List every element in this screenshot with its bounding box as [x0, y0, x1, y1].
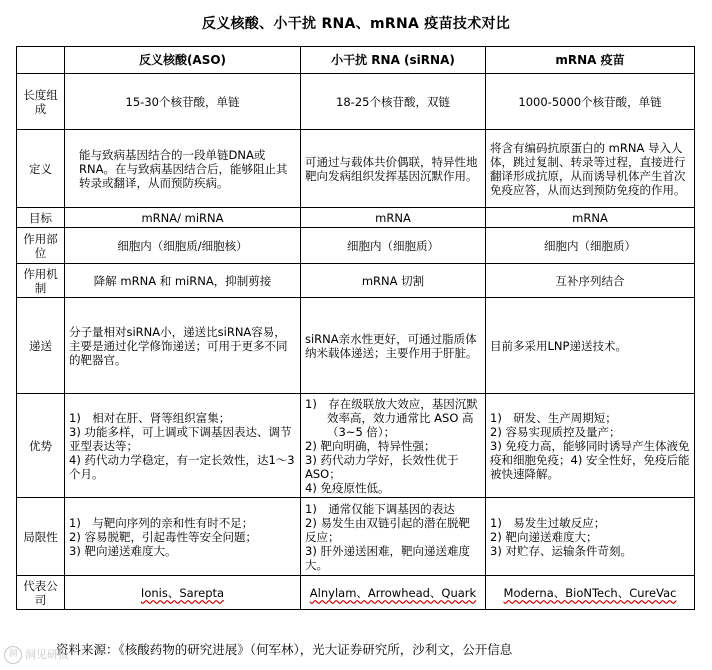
- list-item: 2) 容易脱靶，引起毒性等安全问题；: [69, 529, 257, 544]
- list-item: 3) 靶向递送难度大。: [69, 543, 177, 558]
- cell-sirna: 细胞内（细胞质）: [301, 228, 486, 264]
- cell-mrna: [486, 576, 695, 610]
- list-item: 2) 易发生由双链引起的潜在脱靶反应；: [305, 515, 470, 544]
- cell-sirna: mRNA: [301, 208, 486, 228]
- cell-aso: 细胞内（细胞质/细胞核）: [65, 228, 301, 264]
- table-row: [17, 298, 695, 394]
- list-item: 1) 通常仅能下调基因的表达: [305, 501, 455, 516]
- cell-aso: 分子量相对siRNA小，递送比siRNA容易，主要是通过化学修饰递送；可用于更多不同的靶器官。: [65, 298, 301, 394]
- header-mrna-vaccine: mRNA 疫苗: [486, 47, 695, 74]
- row-label: 作用机制: [17, 264, 65, 298]
- row-label: 递送: [17, 298, 65, 394]
- cell-sirna: [301, 576, 486, 610]
- comparison-table: [16, 46, 695, 610]
- cell-mrna: 目前多采用LNP递送技术。: [486, 298, 695, 394]
- header-corner: [17, 47, 65, 74]
- row-label: 目标: [17, 208, 65, 228]
- list-item: 3) 药代动力学好，长效性优于ASO；: [305, 452, 459, 481]
- page-title: 反义核酸、小干扰 RNA、mRNA 疫苗技术对比: [201, 16, 511, 32]
- cell-sirna: mRNA 切割: [301, 264, 486, 298]
- list-item: 1) 相对在肝、肾等组织富集；: [69, 410, 231, 425]
- table-row: [17, 74, 695, 130]
- cell-sirna: [301, 394, 486, 498]
- row-label: 局限性: [17, 498, 65, 576]
- header-row: [17, 47, 695, 74]
- table-row: [17, 576, 695, 610]
- cell-aso: 能与致病基因结合的一段单链DNA或RNA。在与致病基因结合后，能够阻止其转录或翻译，从而预防疾病。: [65, 130, 301, 208]
- watermark-text: 洞见研报: [25, 648, 69, 661]
- list-item: 1) 研发、生产周期短；: [490, 410, 617, 425]
- list-item: 4) 药代动力学稳定，有一定长效性，达1～3 个月。: [69, 452, 295, 481]
- row-label: 定义: [17, 130, 65, 208]
- cell-sirna: 18-25个核苷酸，双链: [301, 74, 486, 130]
- list-item: 2) 容易实现质控及量产；: [490, 424, 621, 439]
- cell-mrna: mRNA: [486, 208, 695, 228]
- company-list: Moderna、BioNTech、CureVac: [503, 585, 677, 600]
- cell-sirna: [301, 498, 486, 576]
- table-row: [17, 208, 695, 228]
- cell-aso: [65, 576, 301, 610]
- cell-sirna: siRNA亲水性更好，可通过脂质体纳米载体递送；主要作用于肝脏。: [301, 298, 486, 394]
- watermark: [4, 646, 69, 664]
- row-label: 长度组成: [17, 74, 65, 130]
- list-item: 2) 靶向递送难度大；: [490, 529, 598, 544]
- cell-aso: [65, 394, 301, 498]
- cell-mrna: [486, 498, 695, 576]
- cell-sirna: 可通过与载体共价偶联，特异性地靶向发病组织发挥基因沉默作用。: [301, 130, 486, 208]
- company-list: Alnylam、Arrowhead、Quark: [309, 585, 477, 600]
- list-item: 2) 靶向明确，特异性强；: [305, 438, 436, 453]
- list-item: 1) 与靶向序列的亲和性有时不足；: [69, 515, 254, 530]
- header-sirna: 小干扰 RNA (siRNA): [301, 47, 486, 74]
- table-row: [17, 498, 695, 576]
- cell-mrna: 将含有编码抗原蛋白的 mRNA 导入人体，跳过复制、转录等过程，直接进行翻译形成抗原，从而诱导机体产生首次免疫应答，从而达到预防免疫的作用。: [486, 130, 695, 208]
- cell-aso: mRNA/ miRNA: [65, 208, 301, 228]
- list-item: 4) 免疫原性低。: [305, 480, 390, 495]
- table-row: [17, 264, 695, 298]
- table-row: [17, 228, 695, 264]
- header-aso: 反义核酸(ASO): [65, 47, 301, 74]
- company-list: Ionis、Sarepta: [140, 585, 225, 600]
- cell-mrna: 互补序列结合: [486, 264, 695, 298]
- list-item: 1) 存在级联放大效应，基因沉默效率高，效力通常比 ASO 高（3~5 倍）；: [305, 396, 478, 439]
- cell-aso: 15-30个核苷酸，单链: [65, 74, 301, 130]
- list-item: 3) 对贮存、运输条件苛刻。: [490, 543, 632, 558]
- list-item: 3) 免疫力高，能够同时诱导产生体液免疫和细胞免疫；4) 安全性好，免疫后能被快速降解。: [490, 438, 690, 481]
- list-item: 3) 肝外递送困难，靶向递送难度大。: [305, 543, 470, 572]
- row-label: 优势: [17, 394, 65, 498]
- cell-aso: 降解 mRNA 和 miRNA，抑制剪接: [65, 264, 301, 298]
- list-item: 1) 易发生过敏反应；: [490, 515, 606, 530]
- cell-aso: [65, 498, 301, 576]
- table-row: [17, 394, 695, 498]
- watermark-logo-icon: 洞: [4, 646, 22, 664]
- table-row: [17, 130, 695, 208]
- list-item: 3) 功能多样，可上调或下调基因表达、调节亚型表达等；: [69, 424, 292, 453]
- row-label: 代表公司: [17, 576, 65, 610]
- row-label: 作用部位: [17, 228, 65, 264]
- cell-mrna: 1000-5000个核苷酸，单链: [486, 74, 695, 130]
- cell-mrna: [486, 394, 695, 498]
- cell-mrna: 细胞内（细胞质）: [486, 228, 695, 264]
- source-note: 资料来源：《核酸药物的研究进展》（何军林），光大证券研究所，沙利文，公开信息: [56, 642, 513, 657]
